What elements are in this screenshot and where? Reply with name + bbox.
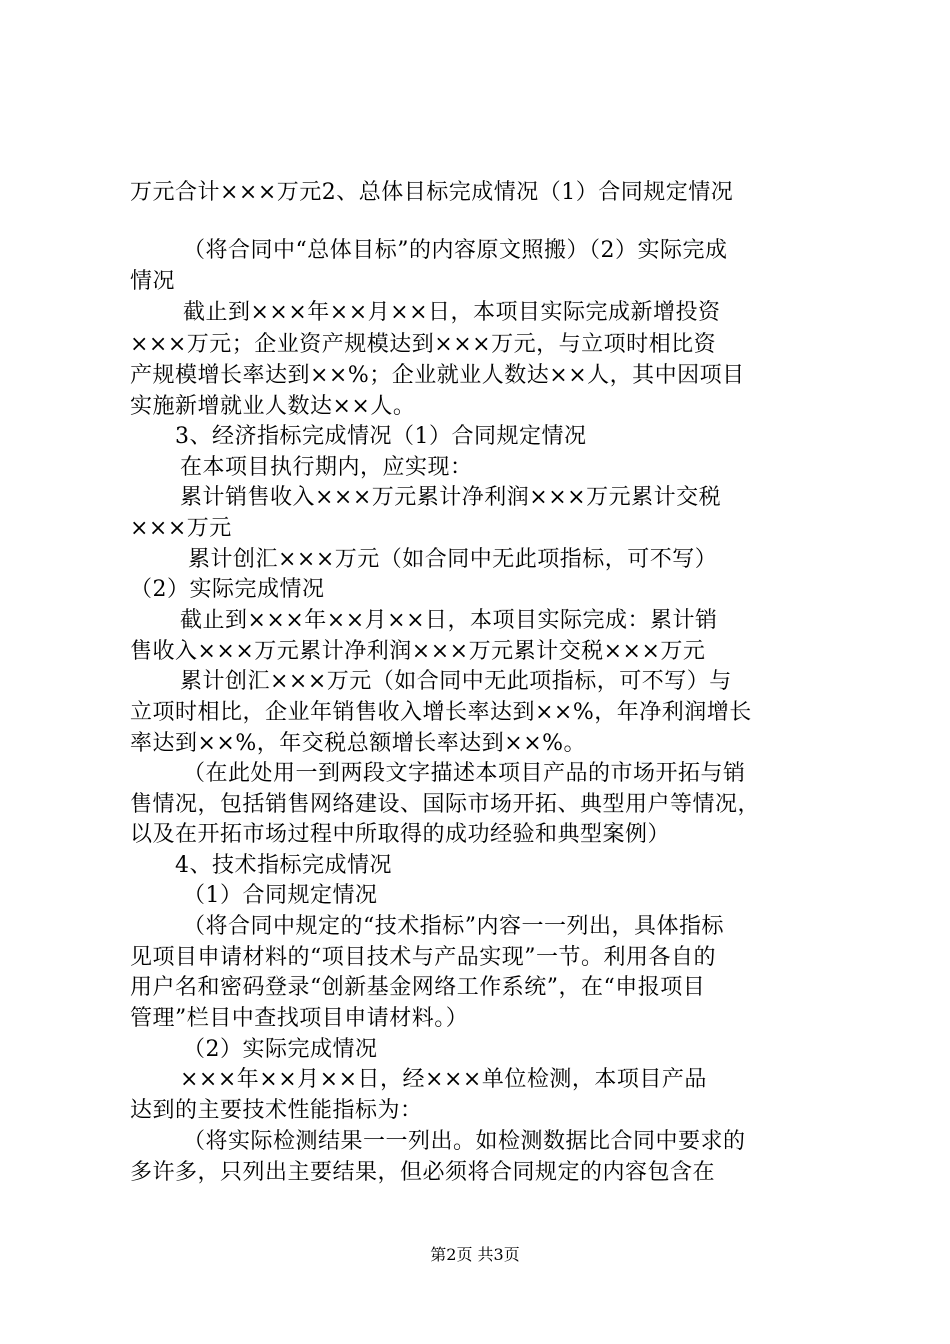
text-line: 截止到×××年××月××日，本项目实际完成新增投资	[183, 300, 721, 325]
text-line: 管理”栏目中查找项目申请材料。）	[130, 1006, 469, 1031]
text-line: 见项目申请材料的“项目技术与产品实现”一节。利用各自的	[130, 945, 716, 970]
text-line: 达到的主要技术性能指标为：	[130, 1098, 423, 1123]
text-line: （将合同中规定的“技术指标”内容一一列出，具体指标	[183, 914, 724, 939]
text-line: （将合同中“总体目标”的内容原文照搬）（2）实际完成	[183, 238, 728, 263]
subsection-heading: （2）实际完成情况	[183, 1037, 378, 1062]
text-line: （2）实际完成情况	[130, 577, 325, 602]
text-line: 万元合计×××万元2、总体目标完成情况（1）合同规定情况	[130, 180, 734, 205]
page-footer: 第2页 共3页	[430, 1245, 520, 1264]
text-line: 以及在开拓市场过程中所取得的成功经验和典型案例）	[130, 822, 671, 847]
text-line: 立项时相比，企业年销售收入增长率达到××%，年净利润增长	[130, 700, 752, 725]
text-line: ×××年××月××日，经×××单位检测，本项目产品	[180, 1067, 707, 1092]
text-line: 售情况，包括销售网络建设、国际市场开拓、典型用户等情况，	[130, 792, 761, 817]
text-line: 率达到××%，年交税总额增长率达到××%。	[130, 731, 587, 756]
text-line: 截止到×××年××月××日，本项目实际完成：累计销	[180, 608, 718, 633]
text-line: 售收入×××万元累计净利润×××万元累计交税×××万元	[130, 639, 706, 664]
text-line: 多许多，只列出主要结果，但必须将合同规定的内容包含在	[130, 1160, 716, 1185]
section-heading: 4、技术指标完成情况	[175, 853, 392, 878]
text-line: （将实际检测结果一一列出。如检测数据比合同中要求的	[183, 1129, 746, 1154]
text-line: 实施新增就业人数达××人。	[130, 394, 416, 419]
text-line: 3、经济指标完成情况（1）合同规定情况	[175, 424, 587, 449]
text-line: 累计创汇×××万元（如合同中无此项指标，可不写）	[188, 547, 718, 572]
text-line: 产规模增长率达到××%；企业就业人数达××人，其中因项目	[130, 363, 745, 388]
text-line: 情况	[130, 269, 176, 294]
text-line: ×××万元；企业资产规模达到×××万元，与立项时相比资	[130, 332, 717, 357]
text-line: ×××万元	[130, 516, 232, 541]
text-line: 用户名和密码登录“创新基金网络工作系统”，在“申报项目	[130, 975, 706, 1000]
text-line: （在此处用一到两段文字描述本项目产品的市场开拓与销	[183, 761, 746, 786]
text-line: 累计创汇×××万元（如合同中无此项指标，可不写）与	[180, 669, 732, 694]
text-line: 在本项目执行期内，应实现：	[180, 455, 473, 480]
subsection-heading: （1）合同规定情况	[183, 883, 378, 908]
text-line: 累计销售收入×××万元累计净利润×××万元累计交税	[180, 485, 722, 510]
